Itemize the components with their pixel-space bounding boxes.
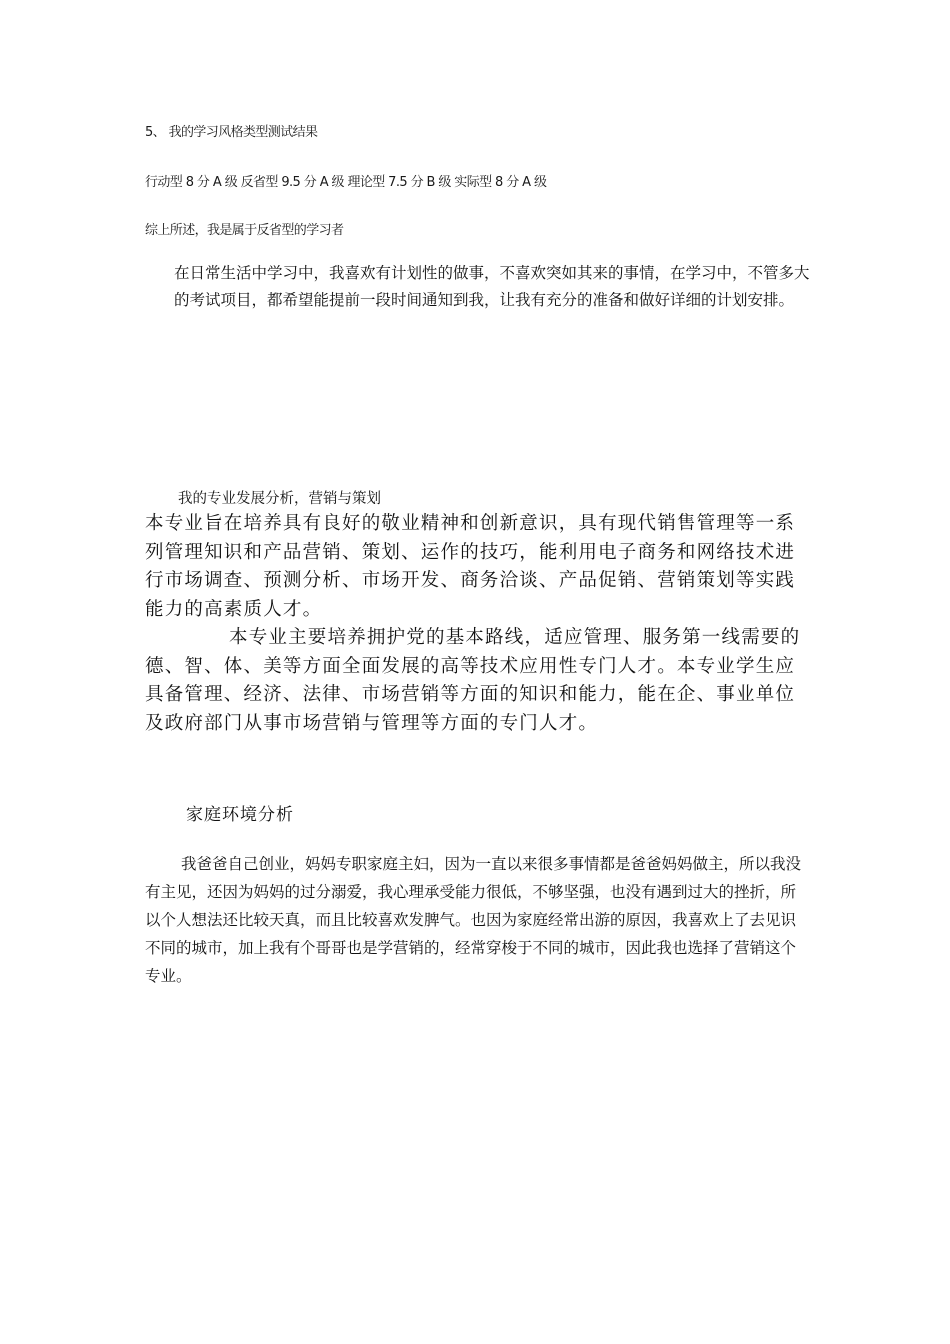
major-paragraph-1: 本专业旨在培养具有良好的敬业精神和创新意识，具有现代销售管理等一系列管理知识和产品营销、策划、运作的技巧，能利用电子商务和网络技术进行市场调查、预测分析、市场开发、商务洽谈、产品促销、营销策划等实践能力的高素质人才。 bbox=[145, 513, 796, 620]
learning-paragraph: 在日常生活中学习中，我喜欢有计划性的做事，不喜欢突如其来的事情，在学习中，不管多大的考试项目，都希望能提前一段时间通知到我，让我有充分的准备和做好详细的计划安排。 bbox=[174, 264, 810, 309]
learning-paragraph-block bbox=[174, 260, 814, 314]
major-description-block bbox=[145, 510, 810, 738]
family-paragraph: 我爸爸自己创业，妈妈专职家庭主妇，因为一直以来很多事情都是爸爸妈妈做主，所以我没有主见，还因为妈妈的过分溺爱，我心理承受能力很低，不够坚强，也没有遇到过大的挫折，所以个人想法还比较天真，而且比较喜欢发脾气。也因为家庭经常出游的原因，我喜欢上了去见识不同的城市，加上我有个哥哥也是学营销的，经常穿梭于不同的城市，因此我也选择了营销这个专业。 bbox=[145, 855, 802, 985]
learning-style-scores: 行动型 8 分 A 级 反省型 9.5 分 A 级 理论型 7.5 分 B 级 实际型 8 分 A 级 bbox=[145, 175, 547, 190]
family-paragraph-block bbox=[145, 850, 810, 990]
learning-style-heading: 5、 我的学习风格类型测试结果 bbox=[145, 125, 318, 140]
family-heading: 家庭环境分析 bbox=[186, 805, 294, 825]
learning-style-summary: 综上所述，我是属于反省型的学习者 bbox=[145, 223, 344, 238]
major-heading: 我的专业发展分析，营销与策划 bbox=[178, 491, 381, 507]
major-paragraph-2: 本专业主要培养拥护党的基本路线，适应管理、服务第一线需要的德、智、体、美等方面全面发展的高等技术应用性专门人才。本专业学生应具备管理、经济、法律、市场营销等方面的知识和能力，能在企、事业单位及政府部门从事市场营销与管理等方面的专门人才。 bbox=[145, 627, 801, 734]
